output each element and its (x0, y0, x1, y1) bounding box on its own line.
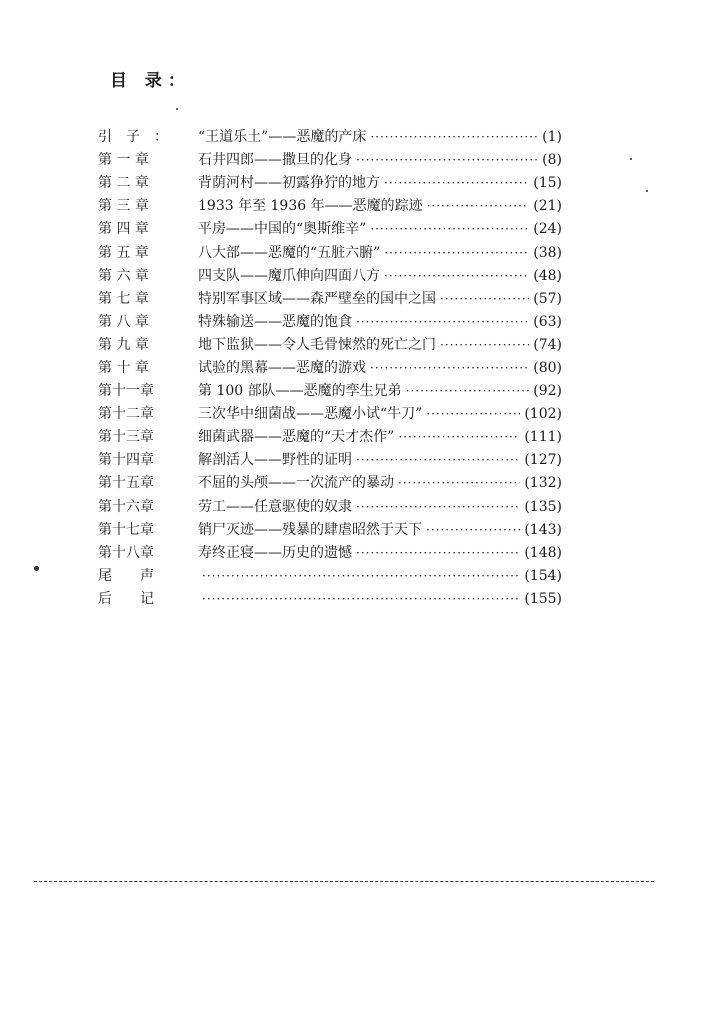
bottom-divider (34, 881, 654, 882)
toc-leader-dots (202, 565, 520, 588)
toc-entry (98, 149, 562, 172)
toc-leader-dots (426, 519, 520, 542)
toc-entry-label: 第十四章 (98, 452, 154, 469)
toc-leader-dots (440, 334, 529, 357)
toc-entry-label: 引 子 ： (98, 129, 168, 146)
toc-entry-title: 石井四郎——撒旦的化身 (198, 152, 352, 169)
toc-entry-label: 后 记 (98, 590, 154, 607)
toc-entry-title: 平房——中国的“奥斯维辛” (198, 221, 367, 238)
toc-entry (98, 288, 562, 311)
toc-entry (98, 542, 562, 565)
toc-leader-dots (384, 242, 529, 265)
toc-entry (98, 126, 562, 149)
toc-entry-page: (80) (533, 359, 562, 376)
toc-entry-title: 地下监狱——令人毛骨悚然的死亡之门 (198, 336, 436, 353)
toc-leader-dots (202, 588, 520, 611)
toc-entry-title: 细菌武器——恶魔的“天才杰作” (198, 429, 395, 446)
toc-entry (98, 426, 562, 449)
toc-entry-page: (1) (542, 129, 562, 146)
toc-entry (98, 241, 562, 264)
toc-entry-page: (92) (533, 383, 562, 400)
toc-leader-dots (356, 449, 520, 472)
toc-entry (98, 472, 562, 495)
toc-entry-title: 八大部——恶魔的“五脏六腑” (198, 244, 381, 261)
toc-leader-dots (406, 380, 530, 403)
toc-entry-label: 第十三章 (98, 429, 154, 446)
scan-speck (34, 566, 39, 571)
toc-entry-label: 第十八章 (98, 544, 154, 561)
toc-entry-label: 尾 声 (98, 567, 154, 584)
toc-entry-label: 第 八 章 (98, 313, 149, 330)
toc-entry-label: 第十五章 (98, 475, 154, 492)
toc-entry-page: (111) (524, 429, 562, 446)
toc-entry-page: (48) (533, 267, 562, 284)
toc-leader-dots (356, 149, 538, 172)
toc-leader-dots (356, 496, 520, 519)
toc-entry-title: 试验的黑幕——恶魔的游戏 (198, 359, 366, 376)
toc-entry (98, 519, 562, 542)
toc-entry (98, 265, 562, 288)
toc-entry-title: 不屈的头颅——一次流产的暴动 (198, 475, 394, 492)
toc-entry-label: 第 二 章 (98, 175, 149, 192)
toc-leader-dots (426, 403, 520, 426)
toc-leader-dots (356, 311, 529, 334)
toc-entry (98, 380, 562, 403)
toc-entry-label: 第 九 章 (98, 336, 149, 353)
toc-entry-title: 劳工——任意驱使的奴隶 (198, 498, 352, 515)
toc-entry (98, 449, 562, 472)
toc-entry-label: 第十六章 (98, 498, 154, 515)
toc-entry-title: 第 100 部队——恶魔的孪生兄弟 (198, 383, 402, 400)
toc-entry-label: 第 六 章 (98, 267, 149, 284)
toc-leader-dots (384, 265, 529, 288)
toc-entry (98, 218, 562, 241)
toc-entry-label: 第 四 章 (98, 221, 149, 238)
toc-entry (98, 565, 562, 588)
toc-entry (98, 496, 562, 519)
toc-entry-title: 1933 年至 1936 年——恶魔的踪迹 (198, 198, 423, 215)
toc-entry-label: 第十七章 (98, 521, 154, 538)
toc-entry-label: 第 十 章 (98, 359, 149, 376)
toc-entry (98, 195, 562, 218)
toc-leader-dots (370, 218, 529, 241)
toc-entry-title: 四支队——魔爪伸向四面八方 (198, 267, 380, 284)
scan-speck (630, 158, 632, 160)
toc-entry (98, 403, 562, 426)
toc-entry-title: 特别军事区域——森严壁垒的国中之国 (198, 290, 436, 307)
toc-entry (98, 588, 562, 611)
toc-leader-dots (384, 172, 529, 195)
toc-leader-dots (370, 126, 538, 149)
toc-entry-page: (102) (524, 406, 562, 423)
toc-entry-page: (135) (524, 498, 562, 515)
toc-entry (98, 311, 562, 334)
toc-entry-page: (132) (524, 475, 562, 492)
table-of-contents (98, 126, 562, 611)
toc-entry-label: 第 一 章 (98, 152, 149, 169)
toc-entry-page: (21) (533, 198, 562, 215)
toc-entry-title: 解剖活人——野性的证明 (198, 452, 352, 469)
toc-entry-page: (38) (533, 244, 562, 261)
toc-entry-page: (24) (533, 221, 562, 238)
toc-leader-dots (398, 426, 520, 449)
toc-entry (98, 357, 562, 380)
toc-entry-page: (155) (524, 590, 562, 607)
toc-entry-title: 特殊输送——恶魔的饱食 (198, 313, 352, 330)
toc-entry-page: (8) (542, 152, 562, 169)
toc-leader-dots (398, 472, 520, 495)
toc-entry (98, 334, 562, 357)
toc-entry-page: (57) (533, 290, 562, 307)
toc-leader-dots (370, 357, 529, 380)
toc-entry-page: (127) (524, 452, 562, 469)
toc-entry-title: 销尸灭迹——残暴的肆虐昭然于天下 (198, 521, 422, 538)
toc-entry-page: (148) (524, 544, 562, 561)
toc-entry-label: 第 三 章 (98, 198, 149, 215)
scan-speck (646, 190, 648, 192)
page-heading: 目 录： (110, 71, 191, 91)
toc-entry-page: (143) (524, 521, 562, 538)
toc-leader-dots (356, 542, 520, 565)
toc-entry-page: (154) (524, 567, 562, 584)
toc-entry (98, 172, 562, 195)
toc-entry-page: (74) (533, 336, 562, 353)
toc-entry-title: 三次华中细菌战——恶魔小试“牛刀” (198, 406, 423, 423)
toc-entry-title: 背荫河村——初露狰狞的地方 (198, 175, 380, 192)
toc-entry-label: 第 七 章 (98, 290, 149, 307)
toc-entry-title: “王道乐土”——恶魔的产床 (198, 129, 367, 146)
toc-entry-page: (63) (533, 313, 562, 330)
toc-leader-dots (440, 288, 529, 311)
toc-leader-dots (427, 195, 530, 218)
toc-entry-label: 第 五 章 (98, 244, 149, 261)
scan-speck (176, 108, 178, 110)
toc-entry-page: (15) (533, 175, 562, 192)
toc-entry-title: 寿终正寝——历史的遗憾 (198, 544, 352, 561)
toc-entry-label: 第十一章 (98, 383, 154, 400)
toc-entry-label: 第十二章 (98, 406, 154, 423)
